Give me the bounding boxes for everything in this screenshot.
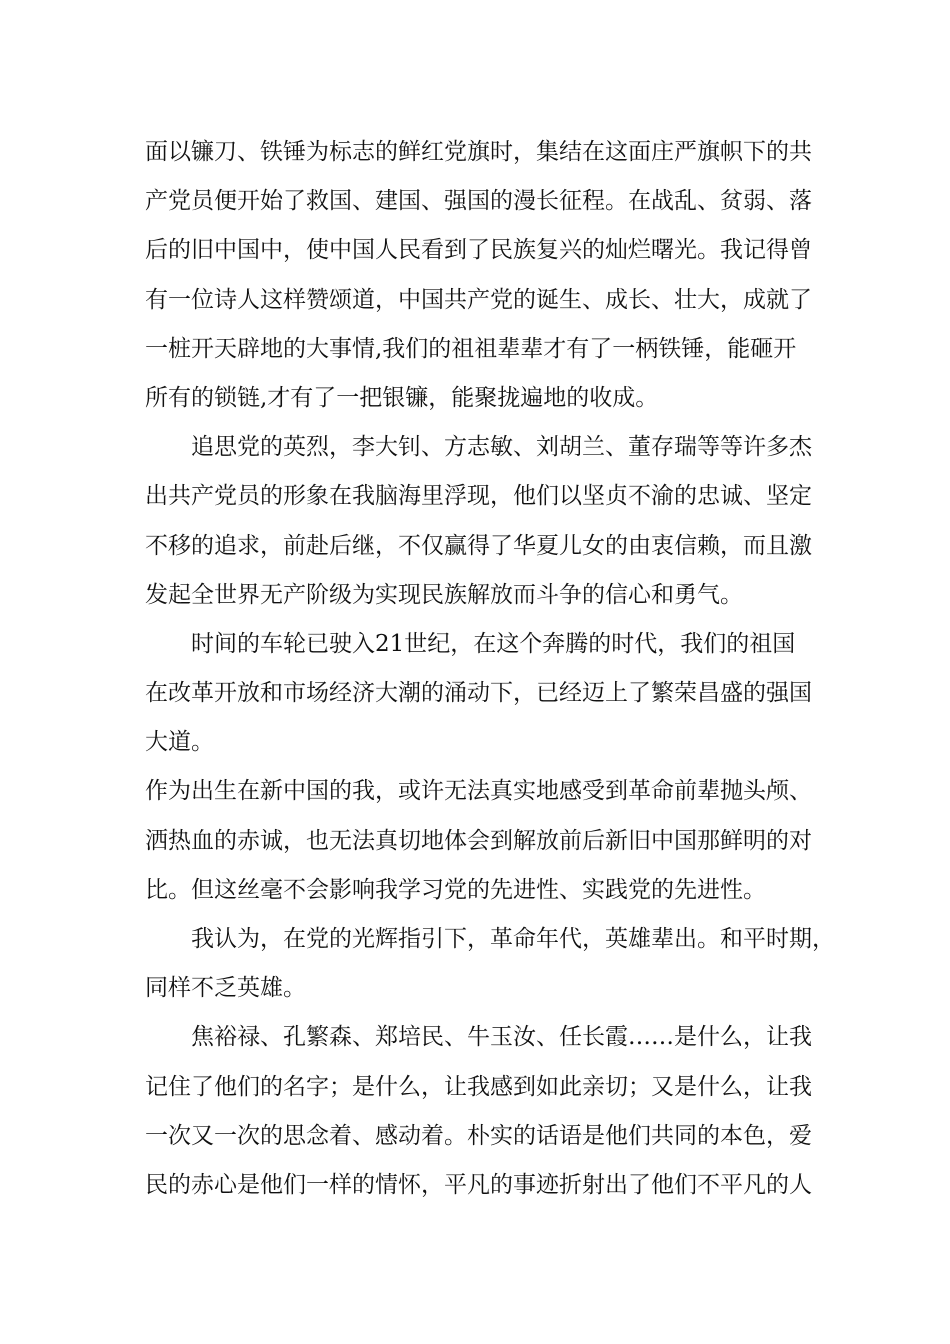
text-line: 发起全世界无产阶级为实现民族解放而斗争的信心和勇气。 [145,581,743,608]
text-line: 出共产党员的形象在我脑海里浮现，他们以坚贞不渝的忠诚、坚定 [145,483,812,510]
text-line: 产党员便开始了救国、建国、强国的漫长征程。在战乱、贫弱、落 [145,188,812,215]
text-line: 在改革开放和市场经济大潮的涌动下，已经迈上了繁荣昌盛的强国 [145,680,812,707]
body-text [145,128,835,1210]
text-line: 比。但这丝毫不会影响我学习党的先进性、实践党的先进性。 [145,876,766,903]
paragraph-first-line: 时间的车轮已驶入21世纪，在这个奔腾的时代，我们的祖国 [191,630,796,657]
text-line: 一桩开天辟地的大事情,我们的祖祖辈辈才有了一柄铁锤，能砸开 [145,335,797,362]
text-line: 后的旧中国中，使中国人民看到了民族复兴的灿烂曙光。我记得曾 [145,237,812,264]
paragraph-first-line: 作为出生在新中国的我，或许无法真实地感受到革命前辈抛头颅、 [145,778,812,805]
text-line: 有一位诗人这样赞颂道，中国共产党的诞生、成长、壮大，成就了 [145,286,812,313]
text-line: 一次又一次的思念着、感动着。朴实的话语是他们共同的本色，爱 [145,1122,812,1149]
text-line: 大道。 [145,729,214,756]
text-line: 所有的锁链,才有了一把银镰，能聚拢遍地的收成。 [145,384,659,411]
text-line: 同样不乏英雄。 [145,975,306,1002]
text-line: 民的赤心是他们一样的情怀，平凡的事迹折射出了他们不平凡的人 [145,1171,812,1198]
paragraph-first-line: 追思党的英烈，李大钊、方志敏、刘胡兰、董存瑞等等许多杰 [191,434,812,461]
text-line: 记住了他们的名字；是什么，让我感到如此亲切；又是什么，让我 [145,1073,812,1100]
paragraph-first-line: 焦裕禄、孔繁森、郑培民、牛玉汝、任长霞……是什么，让我 [191,1024,812,1051]
paragraph-first-line: 我认为，在党的光辉指引下，革命年代，英雄辈出。和平时期， [191,926,835,952]
text-line: 洒热血的赤诚，也无法真切地体会到解放前后新旧中国那鲜明的对 [145,827,812,854]
text-line: 面以镰刀、铁锤为标志的鲜红党旗时，集结在这面庄严旗帜下的共 [145,139,812,165]
text-line: 不移的追求，前赴后继，不仅赢得了华夏儿女的由衷信赖，而且激 [145,532,812,559]
